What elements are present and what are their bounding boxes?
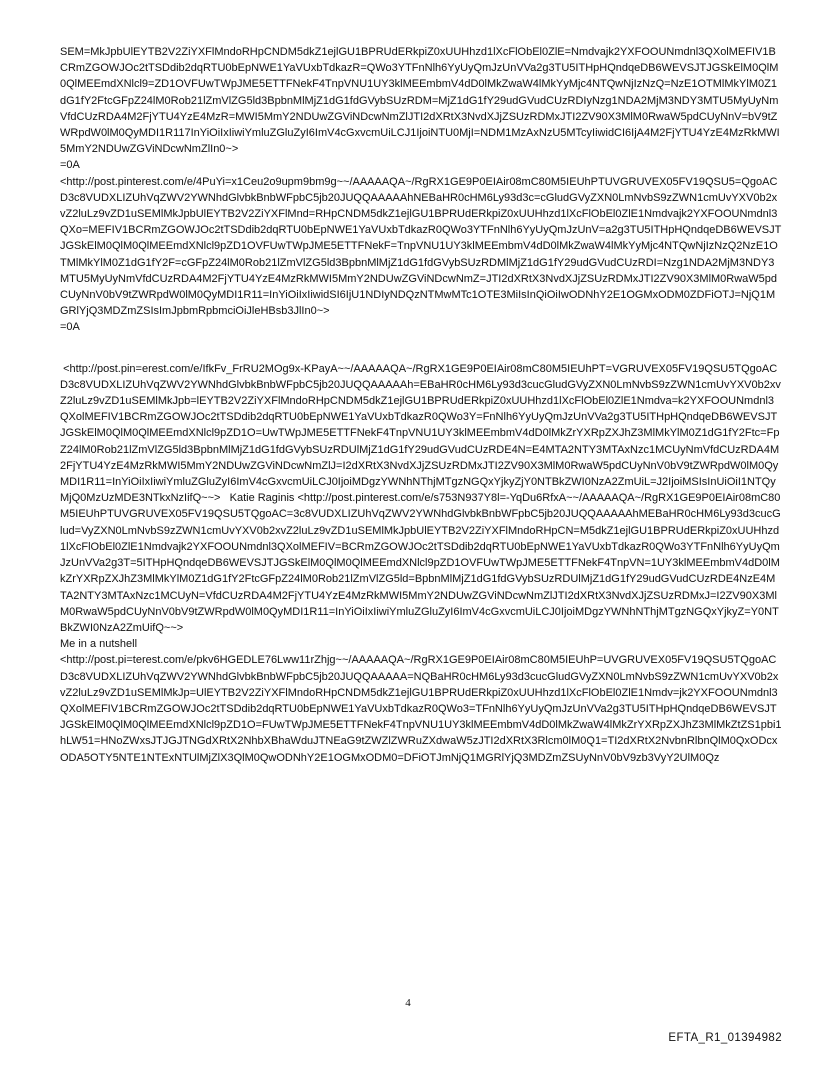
- line-break-marker: =0A: [60, 321, 80, 334]
- pinterest-link-block: <http://post.pi=terest.com/e/pkv6HGEDLE76Lww11rZhjg~~/AAAAAQA~/RgRX1GE9P0EIAir08mC80M5IEUhP=UVGRUVEX05FV19QSU5TQgoACD3c8VUDXLIZUhVqZWV2YWNhdGlvbkBnbWFpbC5jb20JUQQAAAAA=NQBaHR0cHM6Ly93d3cucGludGVyZXN0LmNvbS9zZWN1cmUvYXV0b2xvZ2luLz9vZD1uSEMlMkJp=UlEYTB2V2ZiYXFlMndoRHpCNDM5dkZ1ejlGU1BPRUdERkpiZ0xUUHhzd1lXcFlObEl0ZlE1Nmdv=jk2YXFOOUNmdnl3QXolMEFIV1BCRmZGOWJOc2tTSDdib2dqRTU0bEpNWE1YaVUxbTdkazR0QWo3=TFnNlh6YyUyQmJzUnVVa2g3TU5ITHpHQndqeDB6WEVSJTJGSkElM0QlM0QlMEEmdXNlcl9pZD1O=FUwTWpJME5ETTFNekF4TnpVNU1UY3klMEEmbmV4dD0lMkZwaW4lMkZrYXRpZXJhZ3MlMkZtZS1pbi1hLW51=HNoZWxsJTJGJTNGdXRtX2NhbXBhaWduJTNEaG9tZWZlZWRuZXdwaW5zJTI2dXRtX3Rlcm0lM0Q1=TI2dXRtX2NvbnRlbnQlM0QxODcxODA5OTY5NTE1NTExNTUlMjZlX3QlM0QwODNhY2E1OGMxODM0=DFiOTJmNjQ1MGRlYjQ3MDZmZSUyNnV0bV9zb3VyY2UlM0Qz: [60, 654, 782, 764]
- pinterest-link-block: <http://post.pinterest.com/e/4PuYi=x1Ceu2o9upm9bm9g~~/AAAAAQA~/RgRX1GE9P0EIAir08mC80M5IEUhPTUVGRUVEX05FV19QSU5=QgoACD3c8VUDXLIZUhVqZWV2YWNhdGlvbkBnbWFpbC5jb20JUQQAAAAAhNEBaHR0cHM6Ly93d3c=cGludGVyZXN0LmNvbS9zZWN1cmUvYXV0b2xvZ2luLz9vZD1uSEMlMkJpbUlEYTB2V2ZiYXFlMnd=RHpCNDM5dkZ1ejlGU1BPRUdERkpiZ0xUUHhzd1lXcFlObEl0ZlE1Nmdvajk2YXFOOUNmdnl3QXo=MEFIV1BCRmZGOWJOc2tTSDdib2dqRTU0bEpNWE1YaVUxbTdkazR0QWo3YTFnNlh6YyUyQmJzUnV=a2g3TU5ITHpHQndqeDB6WEVSJTJGSkElM0QlM0QlMEEmdXNlcl9pZD1OVFUwTWpJME5ETTFNekF=TnpVNU1UY3klMEEmbmV4dD0lMkZwaW4lMkYyMjc4NTQwNjIzNzQ2NzE1OTMlMkYlM0Z1dG1fY2F=cGFpZ24lM0Rob21lZmVlZG5ld3BpbnMlMjZ1dG1fdGVybSUzRDMlMjZ1dG1fY29udGVudCUzRDI=Nzg1NDA2MjM3NDY3MTU5MyUyNmVfdCUzRDA4M2FjYTU4YzE4MzRkMWI5MmY2NDUwZGViNDcwNmZ=JTI2dXRtX3NvdXJjZSUzRDMxJTI2ZV90X3MlM0RwaW5pdCUyNnV0bV9tZWRpdW0lM0QyMDI1R11=InYiOiIxIiwidSI6IjU1NDIyNDQzNTMwMTc1OTE3MiIsInQiOiIwODNhY2E1OGMxODM0ZDFiOTJ=NjQ1MGRlYjQ3MDZmZSIsImJpbmRpbmciOiJleHBsb3JlIn0~>: [60, 175, 782, 318]
- encoded-text-block: SEM=MkJpbUlEYTB2V2ZiYXFlMndoRHpCNDM5dkZ1ejlGU1BPRUdERkpiZ0xUUHhzd1lXcFlObEl0ZlE=Nmdvajk2YXFOOUNmdnl3QXolMEFIV1BCRmZGOWJOc2tTSDdib2dqRTU0bEpNWE1YaVUxbTdkazR=QWo3YTFnNlh6YyUyQmJzUnVVa2g3TU5ITHpHQndqeDB6WEVSJTJGSkElM0QlM0QlMEEmdXNlcl9=ZD1OVFUwTWpJME5ETTFNekF4TnpVNU1UY3klMEEmbmV4dD0lMkZwaW4lMkYyMjc4NTQwNjIzNzQ=NzE1OTMlMkYlM0Z1dG1fY2FtcGFpZ24lM0Rob21lZmVlZG5ld3BpbnMlMjZ1dG1fdGVybSUzRDM=MjZ1dG1fY29udGVudCUzRDIyNzg1NDA2MjM3NDY3MTU5MyUyNmVfdCUzRDA4M2FjYTU4YzE4MzR=MWI5MmY2NDUwZGViNDcwNmZlJTI2dXRtX3NvdXJjZSUzRDMxJTI2ZV90X3MlM0RwaW5pdCUyNnV=bV9tZWRpdW0lM0QyMDI1R117InYiOiIxIiwiYmluZGluZyI6ImV4cGxvcmUiLCJ1IjoiNTU0MjI=NDM1MzAxNzU5MTcyIiwidCI6IjA4M2FjYTU4YzE4MzRkMWI5MmY2NDUwZGViNDcwNmZlIn0~>: [60, 46, 780, 156]
- paragraph-gap: [60, 336, 782, 361]
- document-body: [60, 44, 782, 766]
- pinterest-link-block: <http://post.pin=erest.com/e/IfkFv_FrRU2MOg9x-KPayA~~/AAAAAQA~/RgRX1GE9P0EIAir08mC80M5IEUhPT=VGRUVEX05FV19QSU5TQgoACD3c8VUDXLIZUhVqZWV2YWNhdGlvbkBnbWFpbC5jb20JUQQAAAAAh=EBaHR0cHM6Ly93d3cucGludGVyZXN0LmNvbS9zZWN1cmUvYXV0b2xvZ2luLz9vZD1uSEMlMkJpb=lEYTB2V2ZiYXFlMndoRHpCNDM5dkZ1ejlGU1BPRUdERkpiZ0xUUHhzd1lXcFlObEl0ZlE1Nmdva=k2YXFOOUNmdnl3QXolMEFIV1BCRmZGOWJOc2tTSDdib2dqRTU0bEpNWE1YaVUxbTdkazR0QWo3Y=FnNlh6YyUyQmJzUnVVa2g3TU5ITHpHQndqeDB6WEVSJTJGSkElM0QlM0QlMEEmdXNlcl9pZD1O=UwTWpJME5ETTFNekF4TnpVNU1UY3klMEEmbmV4dD0lMkZrYXRpZXJhZ3MlMkYlM0Z1dG1fY2Ftc=FpZ24lM0Rob21lZmVlZG5ld3BpbnMlMjZ1dG1fdGVybSUzRDUlMjZ1dG1fY29udGVudCUzRDE4N=E4MTA2NTY3MTAxNzc1MCUyNmVfdCUzRDA4M2FjYTU4YzE4MzRkMWI5MmY2NDUwZGViNDcwNmZlJ=I2dXRtX3NvdXJjZSUzRDMxJTI2ZV90X3MlM0RwaW5pdCUyNnV0bV9tZWRpdW0lM0QyMDI1R11=InYiOiIxIiwiYmluZGluZyI6ImV4cGxvcmUiLCJ0IjoiMDgzYWNhNThjMTgzNGQxYjkyZjY0NTBkZWI0NzA2ZmUiL=J2IjoiMSIsInUiOiI1NTQyMjQ0MzUzMDE3NTkxNzIifQ~~> Katie Raginis <http://post.pinterest.com/e/s753N937Y8l=-YqDu6RfxA~~/AAAAAQA~/RgRX1GE9P0EIAir08mC80M5IEUhPTUVGRUVEX05FV19QSU5TQgoAC=3c8VUDXLIZUhVqZWV2YWNhdGlvbkBnbWFpbC5jb20JUQQAAAAAhMEBaHR0cHM6Ly93d3cucGlud=VyZXN0LmNvbS9zZWN1cmUvYXV0b2xvZ2luLz9vZD1uSEMlMkJpbUlEYTB2V2ZiYXFlMndoRHpCN=M5dkZ1ejlGU1BPRUdERkpiZ0xUUHhzd1lXcFlObEl0ZlE1Nmdvajk2YXFOOUNmdnl3QXolMEFIV=BCRmZGOWJOc2tTSDdib2dqRTU0bEpNWE1YaVUxbTdkazR0QWo3YTFnNlh6YyUyQmJzUnVVa2g3T=5ITHpHQndqeDB6WEVSJTJGSkElM0QlM0QlMEEmdXNlcl9pZD1OVFUwTWpJME5ETTFNekF4TnpVN=1UY3klMEEmbmV4dD0lMkZrYXRpZXJhZ3MlMkYlM0Z1dG1fY2FtcGFpZ24lM0Rob21lZmVlZG5ld=BpbnMlMjZ1dG1fdGVybSUzRDUlMjZ1dG1fY29udGVudCUzRDE4NzE4MTA2NTY3MTAxNzc1MCUyN=VfdCUzRDA4M2FjYTU4YzE4MzRkMWI5MmY2NDUwZGViNDcwNmZlJTI2dXRtX3NvdXJjZSUzRDMxJ=I2ZV90X3MlM0RwaW5pdCUyNnV0bV9tZWRpdW0lM0QyMDI1R11=InYiOiIxIiwiYmluZGluZyI6ImV4cGxvcmUiLCJ0IjoiMDgzYWNhNThjMTgzNGQxYjkyZ=Y0NTBkZWI0NzA2ZmUifQ~~>: [60, 362, 781, 634]
- page-number: 4: [405, 997, 411, 1009]
- bates-number: EFTA_R1_01394982: [668, 1032, 782, 1044]
- pin-caption: Me in a nutshell: [60, 638, 138, 651]
- line-break-marker: =0A: [60, 159, 80, 172]
